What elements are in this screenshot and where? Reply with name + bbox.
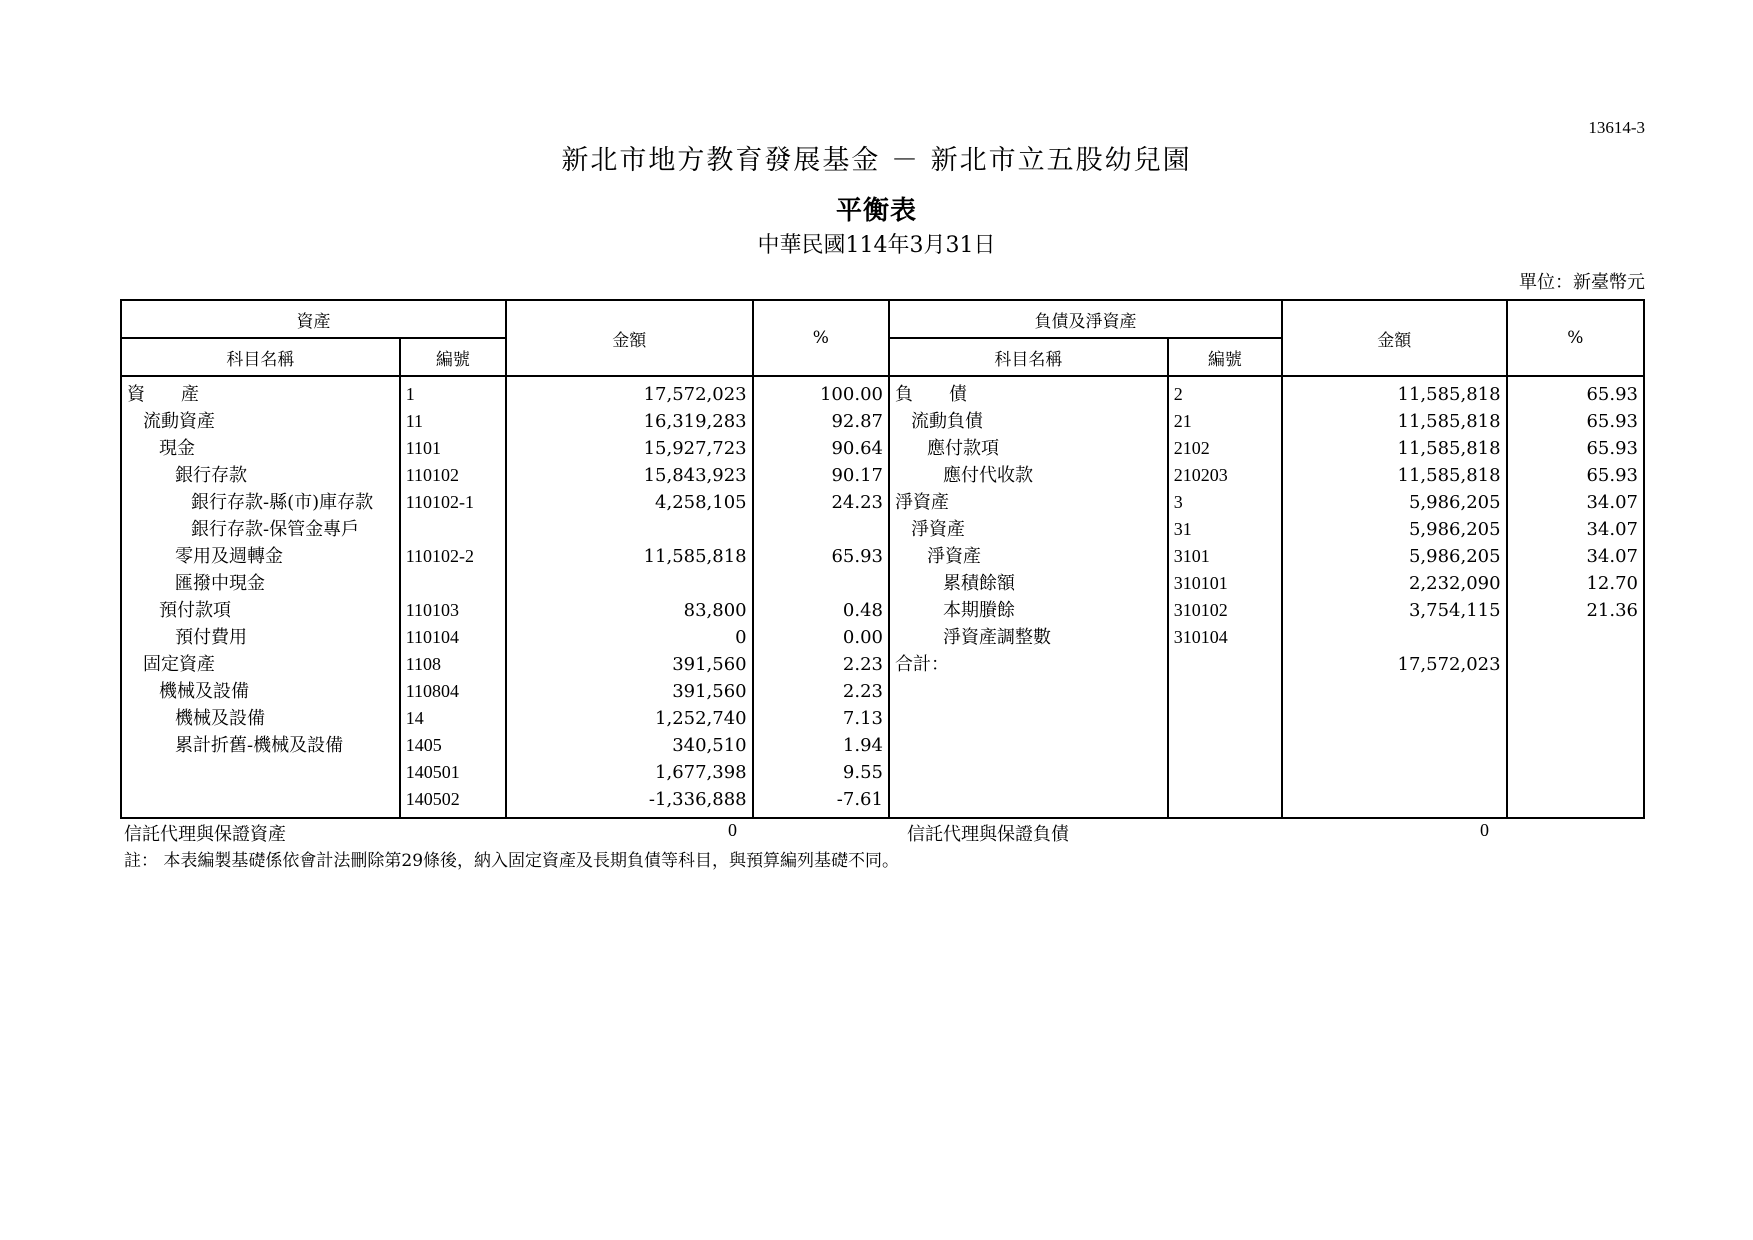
- asset-row-name: 機械及設備: [159, 681, 249, 702]
- liab-row-name: 淨資產: [926, 546, 981, 567]
- liab-row-name: 淨資產: [910, 519, 965, 540]
- asset-row-name: 銀行存款: [175, 465, 247, 486]
- assets-group-header: 資產: [121, 300, 506, 338]
- liab-row-pct: 21.36: [1586, 600, 1638, 621]
- liab-row-name: 應付款項: [926, 438, 999, 459]
- liab-row-code: [1174, 651, 1276, 678]
- asset-row-name: 預付費用: [175, 627, 247, 648]
- liab-group-header: 負債及淨資產: [889, 300, 1282, 338]
- liab-row-code: 3: [1173, 492, 1183, 512]
- asset-row-code: 14: [405, 708, 424, 728]
- asset-row-name: 資 產: [127, 384, 199, 405]
- liab-row-amount: 3,754,115: [1408, 600, 1501, 621]
- liab-row-code: 2: [1173, 384, 1183, 404]
- report-subtitle: 平衡表: [835, 196, 917, 226]
- trust-assets-label: 信託代理與保證資產: [124, 824, 286, 845]
- liab-row-name: 淨資產調整數: [942, 627, 1051, 648]
- asset-row-code: 11: [405, 411, 424, 431]
- liab-row-amount: [1288, 624, 1501, 651]
- asset-row-amount: 1,677,398: [655, 762, 747, 783]
- liab-row-code: 2102: [1173, 438, 1210, 458]
- asset-row-pct: 0.00: [842, 627, 883, 648]
- liab-row-pct: 65.93: [1586, 411, 1638, 432]
- liab-row-pct: 34.07: [1586, 492, 1638, 513]
- assets-name-column: [121, 376, 400, 818]
- liab-amount-column: [1282, 376, 1507, 818]
- liab-row-code: 310102: [1173, 600, 1228, 620]
- liab-percent-column: [1507, 376, 1644, 818]
- asset-row-amount: 11,585,818: [643, 546, 747, 567]
- asset-row-code: 1108: [405, 654, 442, 674]
- liab-code-header: 編號: [1168, 338, 1282, 376]
- asset-row-code: 110104: [405, 627, 460, 647]
- asset-row-pct: 65.93: [831, 546, 883, 567]
- report-date: 中華民國114年3月31日: [757, 233, 996, 258]
- asset-row-code: 110102: [405, 465, 460, 485]
- liab-percent-header: %: [1507, 300, 1644, 376]
- asset-row-pct: 9.55: [842, 762, 883, 783]
- currency-unit: 單位：新臺幣元: [1519, 272, 1645, 293]
- asset-row-pct: 0.48: [842, 600, 883, 621]
- asset-row-code: 110102-2: [405, 546, 475, 566]
- asset-row-name: 累計折舊-機械及設備: [175, 735, 344, 756]
- asset-row-amount: 0: [735, 627, 747, 648]
- liab-row-pct: 65.93: [1586, 465, 1638, 486]
- liab-row-amount: 5,986,205: [1408, 546, 1501, 567]
- liab-row-name: 本期賸餘: [942, 600, 1015, 621]
- asset-row-pct: 92.87: [831, 411, 883, 432]
- liab-row-code: 310101: [1173, 573, 1228, 593]
- asset-row-pct: -7.61: [836, 789, 883, 810]
- asset-row-code: 110102-1: [405, 492, 475, 512]
- liab-row-amount: 11,585,818: [1397, 411, 1501, 432]
- liab-row-code: 3101: [1173, 546, 1210, 566]
- assets-code-header: 編號: [400, 338, 506, 376]
- asset-row-name: 零用及週轉金: [175, 546, 283, 567]
- assets-percent-column: [753, 376, 889, 818]
- asset-row-name: 固定資產: [143, 654, 215, 675]
- asset-row-pct: 2.23: [842, 681, 883, 702]
- liab-row-name: 淨資產: [894, 492, 949, 513]
- asset-row-pct: 90.17: [831, 465, 883, 486]
- trust-liab-label: 信託代理與保證負債: [907, 824, 1069, 845]
- liab-row-code: 31: [1173, 519, 1192, 539]
- assets-amount-column: [506, 376, 753, 818]
- assets-percent-header: %: [753, 300, 889, 376]
- liab-row-amount: 11,585,818: [1397, 465, 1501, 486]
- assets-item-name-header: 科目名稱: [121, 338, 400, 376]
- asset-row-amount: 15,843,923: [643, 465, 747, 486]
- liab-row-name: 合計：: [894, 654, 949, 675]
- asset-row-pct: 100.00: [819, 384, 883, 405]
- liab-row-pct: 12.70: [1586, 573, 1638, 594]
- asset-row-pct: 7.13: [842, 708, 883, 729]
- liab-row-name: 累積餘額: [942, 573, 1015, 594]
- liab-row-amount: 5,986,205: [1408, 492, 1501, 513]
- asset-row-code: 110103: [405, 600, 460, 620]
- asset-row-name: 匯撥中現金: [175, 573, 265, 594]
- asset-row-pct: 1.94: [842, 735, 883, 756]
- asset-row-name: 預付款項: [159, 600, 231, 621]
- asset-row-pct: 24.23: [831, 492, 883, 513]
- asset-row-code: 1101: [405, 438, 442, 458]
- liab-item-name-header: 科目名稱: [889, 338, 1168, 376]
- asset-row-amount: 1,252,740: [655, 708, 747, 729]
- asset-row-name: 流動資產: [143, 411, 215, 432]
- assets-amount-header: 金額: [506, 300, 753, 376]
- asset-row-name: 現金: [159, 438, 195, 459]
- report-title: 新北市地方教育發展基金 － 新北市立五股幼兒園: [561, 145, 1192, 176]
- asset-row-amount: 17,572,023: [643, 384, 747, 405]
- liab-row-amount: 11,585,818: [1397, 384, 1501, 405]
- asset-row-amount: 391,560: [672, 681, 747, 702]
- liab-row-amount: 5,986,205: [1408, 519, 1501, 540]
- asset-row-code: 1: [405, 384, 415, 404]
- trust-assets-value: 0: [728, 820, 737, 840]
- liab-row-code: 21: [1173, 411, 1192, 431]
- asset-row-name: 機械及設備: [175, 708, 265, 729]
- asset-row-amount: 83,800: [683, 600, 747, 621]
- liab-row-pct: [1513, 651, 1638, 678]
- balance-sheet-table: [120, 299, 1645, 819]
- asset-row-name: 銀行存款-縣(市)庫存款: [191, 492, 374, 513]
- footnote: 註： 本表編製基礎係依會計法刪除第29條後，納入固定資產及長期負債等科目，與預算編列基礎不同。: [124, 851, 900, 871]
- liab-row-name: 應付代收款: [942, 465, 1033, 486]
- asset-row-name: 銀行存款-保管金專戶: [191, 519, 360, 540]
- liab-row-pct: 65.93: [1586, 438, 1638, 459]
- asset-row-amount: 15,927,723: [643, 438, 747, 459]
- liab-row-pct: 65.93: [1586, 384, 1638, 405]
- liab-row-code: 310104: [1173, 627, 1228, 647]
- liab-row-pct: 34.07: [1586, 546, 1638, 567]
- liab-row-amount: 2,232,090: [1408, 573, 1501, 594]
- liab-row-pct: [1513, 624, 1638, 651]
- asset-row-amount: 391,560: [672, 654, 747, 675]
- asset-row-amount: 4,258,105: [655, 492, 747, 513]
- asset-row-pct: 90.64: [831, 438, 883, 459]
- liab-row-name: 流動負債: [910, 411, 983, 432]
- asset-row-pct: 2.23: [842, 654, 883, 675]
- liab-row-pct: 34.07: [1586, 519, 1638, 540]
- page-code: 13614-3: [1588, 118, 1645, 137]
- liab-row-amount: 17,572,023: [1397, 654, 1501, 675]
- trust-liab-value: 0: [1480, 820, 1489, 840]
- liab-row-amount: 11,585,818: [1397, 438, 1501, 459]
- asset-row-code: 140502: [405, 789, 460, 809]
- liab-row-name: 負 債: [894, 384, 967, 405]
- assets-code-column: [400, 376, 506, 818]
- asset-row-amount: 16,319,283: [643, 411, 747, 432]
- liab-amount-header: 金額: [1282, 300, 1507, 376]
- liab-code-column: [1168, 376, 1282, 818]
- liab-name-column: [889, 376, 1168, 818]
- liab-row-code: 210203: [1173, 465, 1228, 485]
- asset-row-code: 1405: [405, 735, 442, 755]
- asset-row-code: 140501: [405, 762, 460, 782]
- asset-row-amount: -1,336,888: [648, 789, 747, 810]
- asset-row-code: 110804: [405, 681, 460, 701]
- asset-row-amount: 340,510: [672, 735, 747, 756]
